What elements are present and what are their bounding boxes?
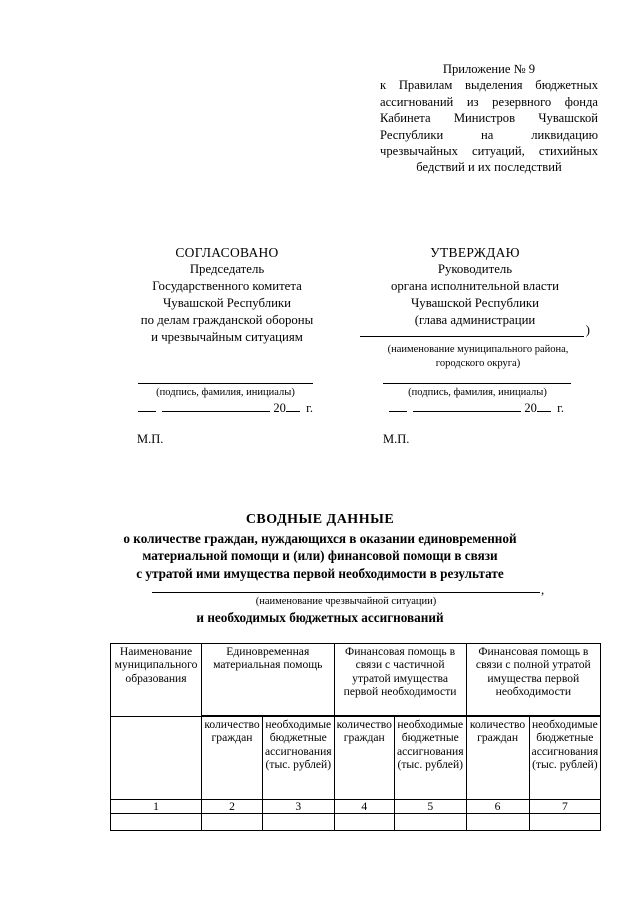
table-header-row <box>111 644 601 716</box>
subheader-count: количество граждан <box>334 717 394 800</box>
summary-line: о количестве граждан, нуждающихся в оказании единовременной <box>123 530 517 546</box>
agreed-line: по делам гражданской обороны <box>140 313 314 327</box>
table-cell <box>202 814 263 831</box>
approve-line: Руководитель <box>437 262 513 276</box>
emergency-name-field <box>152 592 540 593</box>
appendix-title: Приложение № 9 <box>442 62 536 76</box>
agreed-line: Государственного комитета <box>152 279 302 293</box>
agreed-signature-caption: (подпись, фамилия, инициалы) <box>156 387 295 398</box>
budget-line: и необходимых бюджетных ассигнований <box>196 610 444 625</box>
subheader-empty <box>111 717 202 800</box>
emergency-caption: (наименование чрезвычайной ситуации) <box>255 596 437 607</box>
column-number: 4 <box>334 800 394 814</box>
summary-line: материальной помощи и (или) финансовой помощи в связи <box>142 548 498 563</box>
approve-line: органа исполнительной власти <box>391 279 559 293</box>
approve-block <box>355 244 595 329</box>
municipal-caption-line: (наименование муниципального района, <box>387 344 569 355</box>
approve-date-year: 20 <box>524 401 537 415</box>
table-cell <box>394 814 466 831</box>
subheader-count: количество граждан <box>466 717 529 800</box>
column-number: 7 <box>529 800 601 814</box>
subheader-budget: необходимые бюджетные ассигнования (тыс. рублей) <box>529 717 601 800</box>
municipal-name-field <box>360 322 590 340</box>
approve-line: (глава администрации <box>414 313 536 327</box>
column-number: 1 <box>111 800 202 814</box>
table-cell <box>529 814 601 831</box>
agreed-stamp: М.П. <box>137 432 164 446</box>
municipal-caption <box>358 343 598 371</box>
table-cell <box>263 814 335 831</box>
summary-line: с утратой ими имущества первой необходимости в результате <box>136 565 504 581</box>
table-cell <box>111 814 202 831</box>
emergency-comma: , <box>541 582 545 597</box>
subheader-budget: необходимые бюджетные ассигнования (тыс. рублей) <box>263 717 335 800</box>
agreed-line: и чрезвычайным ситуациям <box>151 330 303 344</box>
appendix-block <box>380 61 598 176</box>
subheader-count: количество граждан <box>202 717 263 800</box>
approve-date-suffix: г. <box>557 401 564 415</box>
table-cell <box>334 814 394 831</box>
table-subheader-row <box>111 717 601 800</box>
table-cell <box>466 814 529 831</box>
header-group-one-time: Единовременная материальная помощь <box>202 644 335 716</box>
summary-title: СВОДНЫЕ ДАННЫЕ <box>245 512 395 527</box>
agreed-date-year: 20 <box>273 401 286 415</box>
summary-title-block <box>100 511 540 582</box>
column-number: 5 <box>394 800 466 814</box>
table-row <box>111 814 601 831</box>
column-number: 2 <box>202 800 263 814</box>
appendix-text: к Правилам выделения бюджетных ассигнований из резервного фонда Кабинета Министров Чувашской Республики на ликвидацию чрезвычайных ситуаций, стихийных бедствий и их последствий <box>380 78 598 175</box>
approve-stamp: М.П. <box>383 432 410 446</box>
table-number-row <box>111 800 601 814</box>
approve-heading: УТВЕРЖДАЮ <box>430 245 520 260</box>
agreed-heading: СОГЛАСОВАНО <box>175 245 279 260</box>
close-paren: ) <box>585 322 590 337</box>
agreed-line: Чувашской Республики <box>162 296 291 310</box>
agreed-date-suffix: г. <box>306 401 313 415</box>
municipal-caption-line: городского округа) <box>435 358 521 369</box>
agreed-date <box>138 400 313 416</box>
column-number: 6 <box>466 800 529 814</box>
approve-date <box>389 400 564 416</box>
summary-table <box>110 643 601 831</box>
header-municipality: Наименование муниципального образования <box>111 644 202 717</box>
agreed-line: Председатель <box>189 262 265 276</box>
column-number: 3 <box>263 800 335 814</box>
approve-signature-line <box>383 383 571 384</box>
header-group-partial: Финансовая помощь в связи с частичной утратой имущества первой необходимости <box>334 644 466 716</box>
approve-signature-caption: (подпись, фамилия, инициалы) <box>408 387 547 398</box>
header-group-full: Финансовая помощь в связи с полной утратой имущества первой необходимости <box>466 644 601 716</box>
agreed-signature-line <box>138 383 313 384</box>
agreed-block <box>112 244 342 346</box>
subheader-budget: необходимые бюджетные ассигнования (тыс. рублей) <box>394 717 466 800</box>
approve-line: Чувашской Республики <box>410 296 539 310</box>
